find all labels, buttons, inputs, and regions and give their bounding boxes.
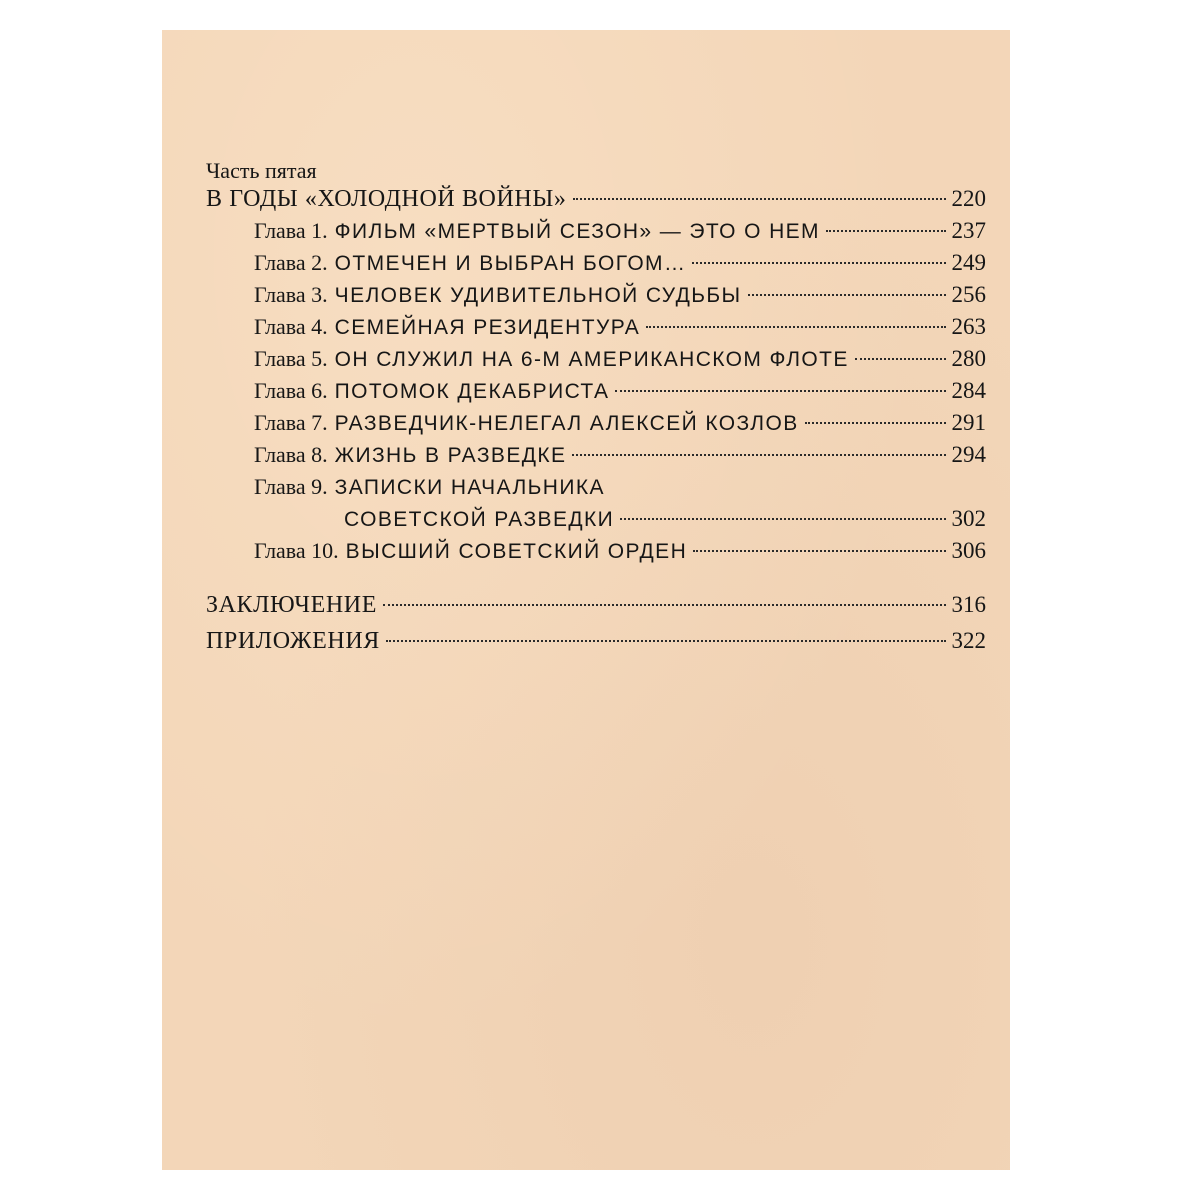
toc-entry-chapter-9 xyxy=(206,474,986,538)
dot-leader xyxy=(386,640,946,642)
dot-leader xyxy=(692,262,945,264)
toc-entry-appendices xyxy=(206,628,986,660)
page-number: 294 xyxy=(951,442,986,467)
dot-leader xyxy=(573,198,946,200)
dot-leader xyxy=(572,454,945,456)
chapter-title: ВЫСШИЙ СОВЕТСКИЙ ОРДЕН xyxy=(345,540,688,563)
page-number: 280 xyxy=(951,346,986,371)
chapter-title: ЖИЗНЬ В РАЗВЕДКЕ xyxy=(334,444,567,467)
table-of-contents xyxy=(206,158,986,660)
toc-entry-chapter-1 xyxy=(206,218,986,250)
page-number: 316 xyxy=(951,592,986,617)
page-number: 291 xyxy=(951,410,986,435)
chapter-prefix: Глава 7. xyxy=(254,410,328,435)
chapter-title: ЧЕЛОВЕК УДИВИТЕЛЬНОЙ СУДЬБЫ xyxy=(334,284,742,307)
chapter-title-continued: СОВЕТСКОЙ РАЗВЕДКИ xyxy=(344,508,615,531)
dot-leader xyxy=(805,422,946,424)
chapter-prefix: Глава 2. xyxy=(254,250,328,275)
conclusion-title: ЗАКЛЮЧЕНИЕ xyxy=(206,592,377,618)
page-number: 237 xyxy=(951,218,986,243)
toc-entry-chapter-6 xyxy=(206,378,986,410)
dot-leader xyxy=(383,604,946,606)
dot-leader xyxy=(615,390,945,392)
dot-leader xyxy=(826,230,946,232)
part-title: В ГОДЫ «ХОЛОДНОЙ ВОЙНЫ» xyxy=(206,186,567,212)
dot-leader xyxy=(693,550,945,552)
toc-entry-chapter-8 xyxy=(206,442,986,474)
page-number: 306 xyxy=(951,538,986,563)
chapter-prefix: Глава 5. xyxy=(254,346,328,371)
chapter-9-line-2 xyxy=(206,506,986,538)
page-number: 263 xyxy=(951,314,986,339)
toc-entry-chapter-7 xyxy=(206,410,986,442)
toc-entry-chapter-2 xyxy=(206,250,986,282)
chapter-title: ОТМЕЧЕН И ВЫБРАН БОГОМ… xyxy=(334,252,687,275)
part-label: Часть пятая xyxy=(206,158,317,183)
chapter-prefix: Глава 1. xyxy=(254,218,328,243)
chapter-title: ПОТОМОК ДЕКАБРИСТА xyxy=(334,380,610,403)
appendices-title: ПРИЛОЖЕНИЯ xyxy=(206,628,380,654)
chapter-title: СЕМЕЙНАЯ РЕЗИДЕНТУРА xyxy=(334,316,641,339)
chapter-prefix: Глава 10. xyxy=(254,538,339,563)
chapter-prefix: Глава 8. xyxy=(254,442,328,467)
page-number: 302 xyxy=(951,506,986,531)
page-number: 249 xyxy=(951,250,986,275)
dot-leader xyxy=(646,326,945,328)
dot-leader xyxy=(855,358,946,360)
page-number: 256 xyxy=(951,282,986,307)
page-number: 220 xyxy=(951,186,986,211)
toc-entry-part-title xyxy=(206,186,986,218)
toc-entry-chapter-5 xyxy=(206,346,986,378)
chapter-prefix: Глава 9. xyxy=(254,474,328,499)
toc-entry-chapter-3 xyxy=(206,282,986,314)
toc-entry-chapter-4 xyxy=(206,314,986,346)
chapter-prefix: Глава 3. xyxy=(254,282,328,307)
toc-entry-chapter-10 xyxy=(206,538,986,570)
dot-leader xyxy=(620,518,945,520)
toc-entry-conclusion xyxy=(206,592,986,624)
chapter-title: РАЗВЕДЧИК-НЕЛЕГАЛ АЛЕКСЕЙ КОЗЛОВ xyxy=(334,412,799,435)
chapter-title: ЗАПИСКИ НАЧАЛЬНИКА xyxy=(334,476,605,499)
chapter-prefix: Глава 4. xyxy=(254,314,328,339)
page-number: 284 xyxy=(951,378,986,403)
book-page xyxy=(162,30,1010,1170)
chapter-title: ОН СЛУЖИЛ НА 6-М АМЕРИКАНСКОМ ФЛОТЕ xyxy=(334,348,849,371)
chapter-prefix: Глава 6. xyxy=(254,378,328,403)
chapter-title: ФИЛЬМ «МЕРТВЫЙ СЕЗОН» — ЭТО О НЕМ xyxy=(334,220,820,243)
chapter-9-line-1 xyxy=(206,474,986,506)
page-number: 322 xyxy=(951,628,986,653)
dot-leader xyxy=(748,294,946,296)
